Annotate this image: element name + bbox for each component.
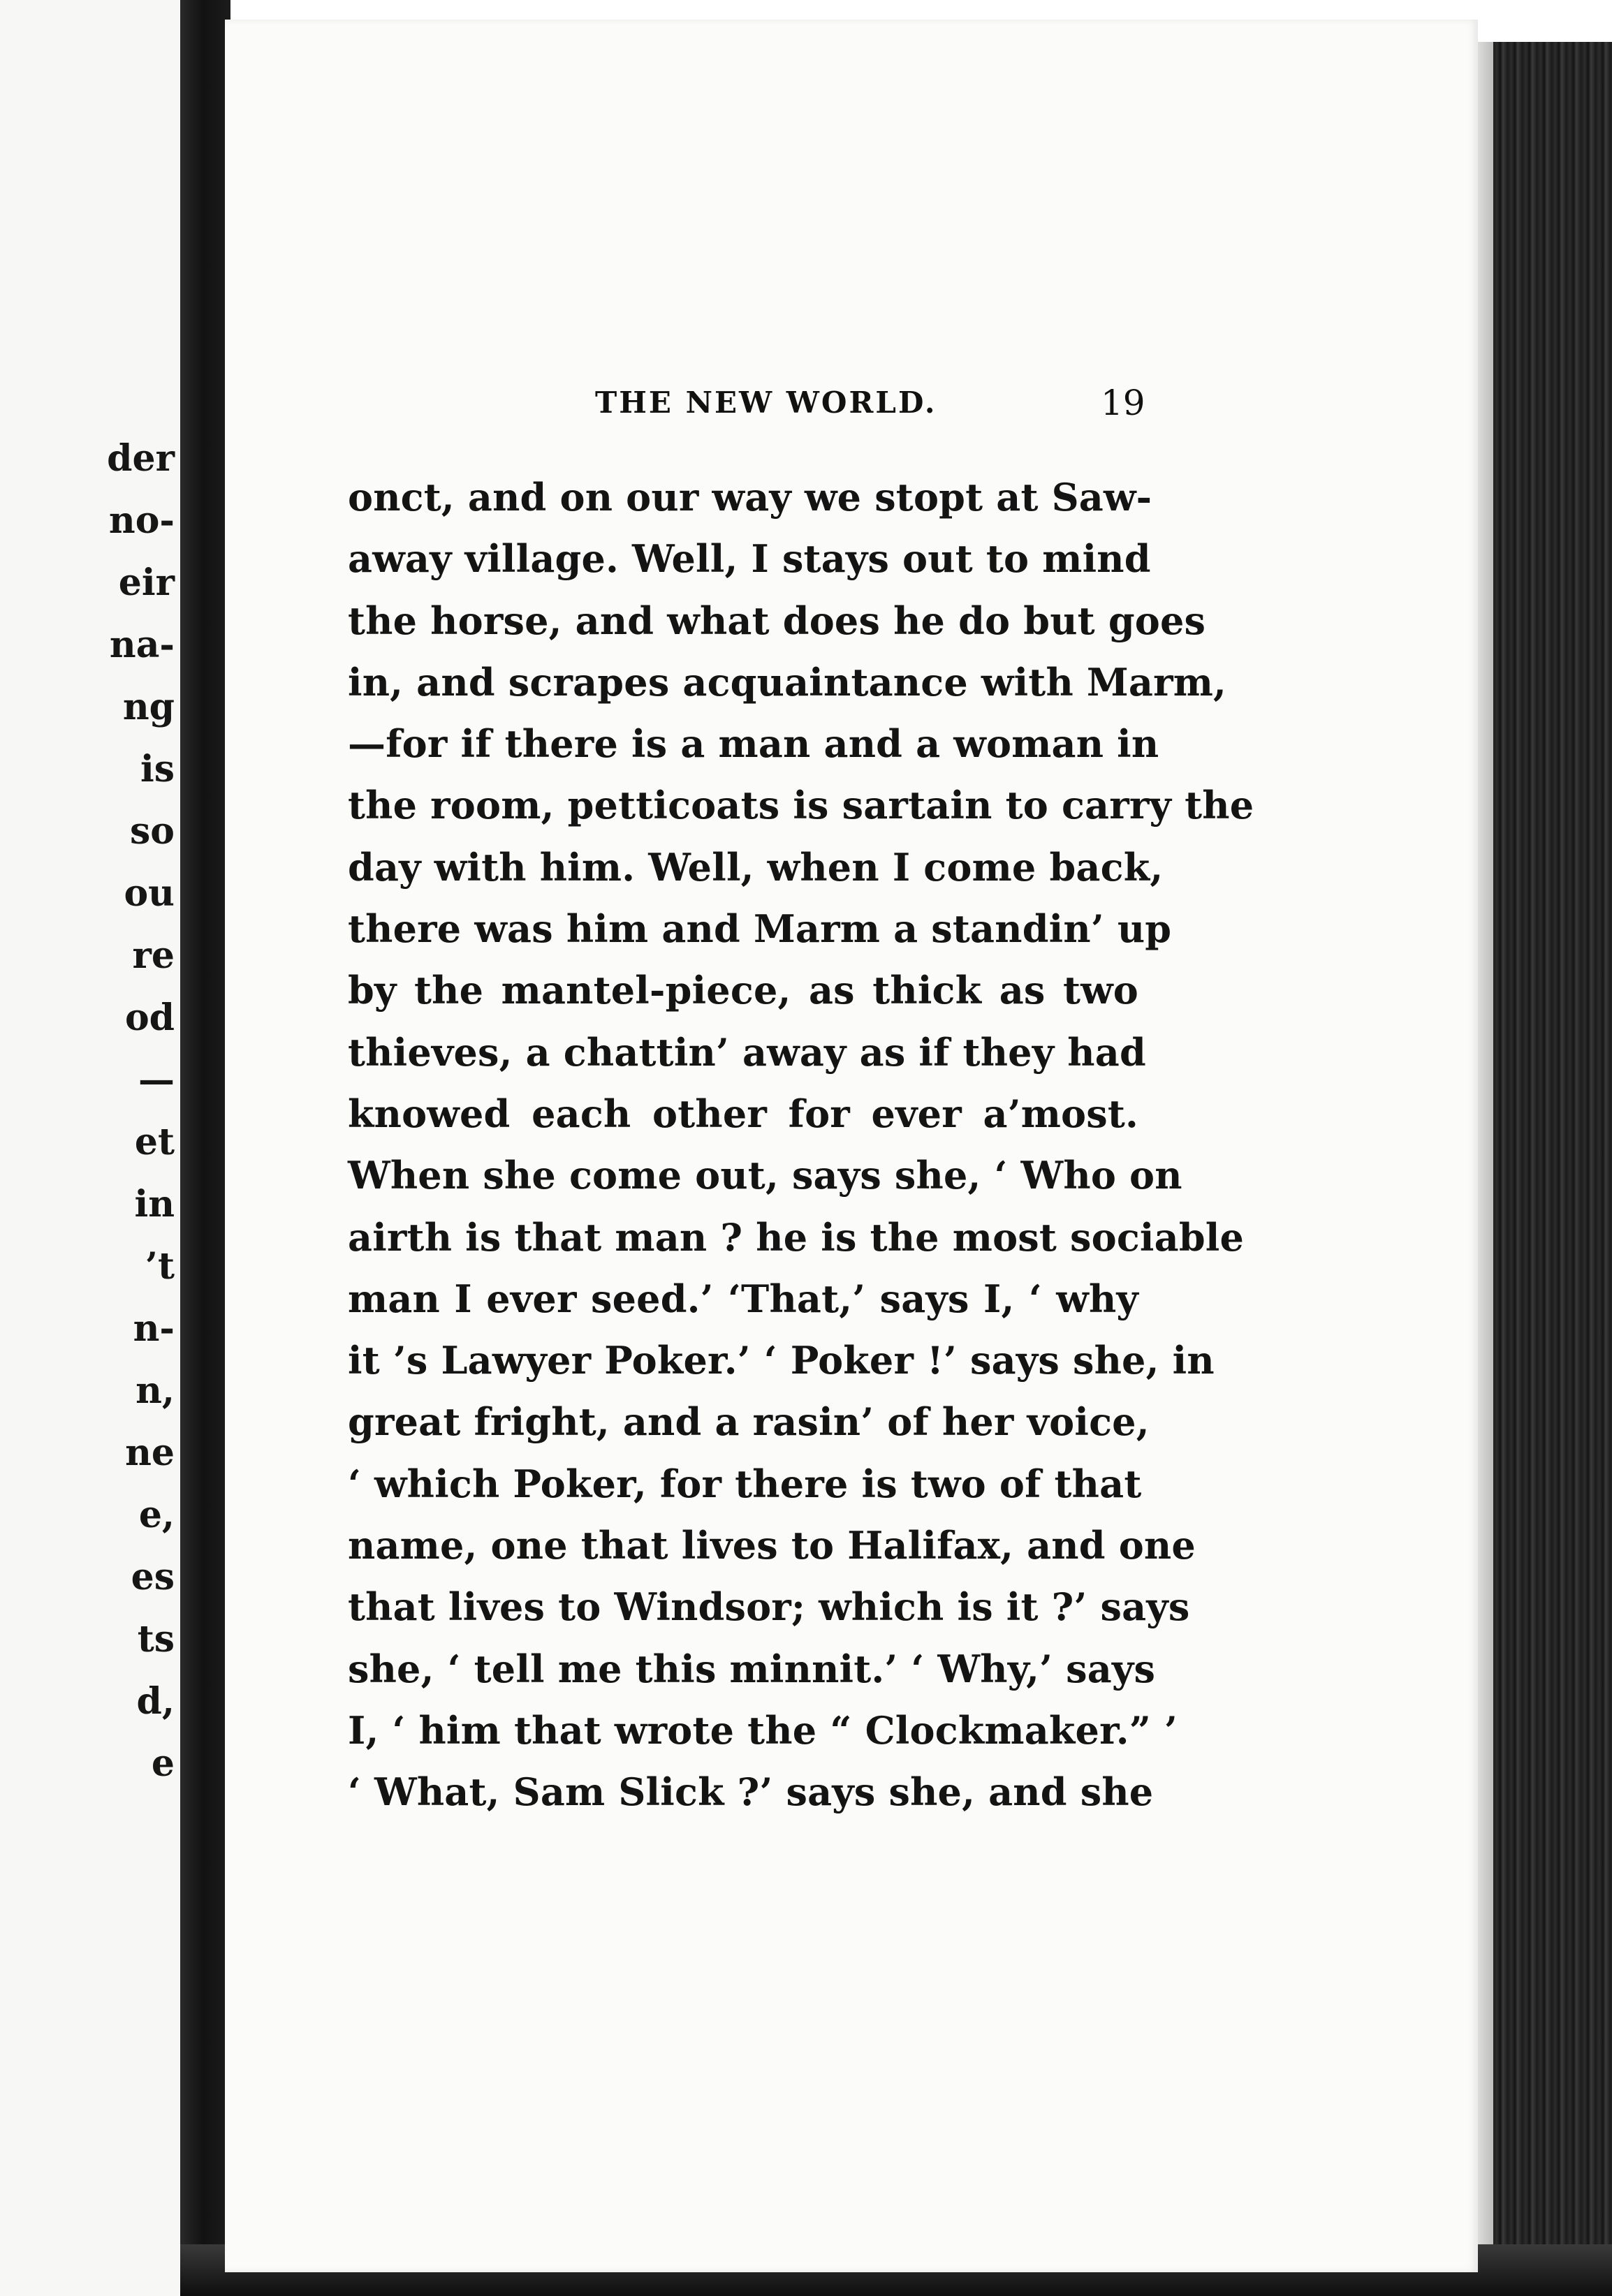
book-gutter: [180, 0, 230, 2296]
text-line: that lives to Windsor; which is it ?’ says: [348, 1584, 1190, 1630]
text-line: it ’s Lawyer Poker.’ ‘ Poker !’ says she, in: [348, 1338, 1215, 1383]
page-body-text: [348, 466, 1254, 1823]
text-line: name, one that lives to Halifax, and one: [348, 1523, 1196, 1568]
previous-page-line: der: [107, 437, 175, 480]
text-line: airth is that man ? he is the most sociable: [348, 1214, 1245, 1260]
text-line: ‘ which Poker, for there is two of that: [348, 1461, 1142, 1506]
previous-page-line: n-: [133, 1307, 175, 1350]
previous-page-line: et: [134, 1121, 175, 1163]
text-line: —for if there is a man and a woman in: [348, 721, 1159, 767]
previous-page-line: no-: [108, 499, 175, 542]
previous-page-line: n,: [135, 1369, 175, 1412]
text-line: away village. Well, I stays out to mind: [348, 536, 1151, 582]
text-line: When she come out, says she, ‘ Who on: [348, 1153, 1182, 1198]
text-line: day with him. Well, when I come back,: [348, 844, 1164, 890]
text-line: onct, and on our way we stopt at Saw-: [348, 475, 1152, 520]
previous-page-line: ne: [125, 1432, 175, 1474]
previous-page-line: ng: [122, 686, 175, 728]
text-line: great fright, and a rasin’ of her voice,: [348, 1399, 1150, 1445]
previous-page-line: —: [138, 1059, 175, 1101]
previous-page-line: e,: [138, 1494, 175, 1536]
previous-page-line: is: [140, 748, 175, 790]
text-line: thieves, a chattin’ away as if they had: [348, 1029, 1146, 1075]
previous-page-line: d,: [136, 1680, 175, 1723]
text-line: the horse, and what does he do but goes: [348, 598, 1206, 643]
previous-page-line: od: [124, 996, 175, 1039]
text-line: man I ever seed.’ ‘That,’ says I, ‘ why: [348, 1276, 1138, 1321]
previous-page-line: in: [134, 1183, 175, 1226]
previous-page-line: eir: [118, 561, 175, 604]
previous-page-line: es: [131, 1556, 175, 1598]
text-line: knowed each other for ever a’most.: [348, 1091, 1138, 1136]
page-number: 19: [1101, 383, 1145, 423]
text-line: in, and scrapes acquaintance with Marm,: [348, 659, 1227, 705]
previous-page-line: e: [151, 1742, 175, 1785]
previous-page-text: [0, 427, 190, 1795]
text-line: the room, petticoats is sartain to carry the: [348, 783, 1254, 828]
book-page-edges: [1478, 42, 1612, 2296]
previous-page-line: ts: [137, 1618, 175, 1661]
previous-page-line: na-: [109, 624, 175, 666]
text-line: there was him and Marm a standin’ up: [348, 906, 1172, 952]
previous-page-fragment: [0, 0, 190, 2296]
text-line: by the mantel-piece, as thick as two: [348, 968, 1138, 1013]
running-head: THE NEW WORLD.: [595, 385, 937, 420]
text-line: I, ‘ him that wrote the “ Clockmaker.” ’: [348, 1707, 1178, 1753]
text-line: ‘ What, Sam Slick ?’ says she, and she: [348, 1769, 1154, 1815]
previous-page-line: so: [130, 810, 175, 853]
text-line: she, ‘ tell me this minnit.’ ‘ Why,’ says: [348, 1646, 1156, 1691]
previous-page-line: re: [132, 934, 175, 977]
previous-page-line: ou: [124, 872, 175, 915]
previous-page-line: ’t: [145, 1245, 175, 1288]
